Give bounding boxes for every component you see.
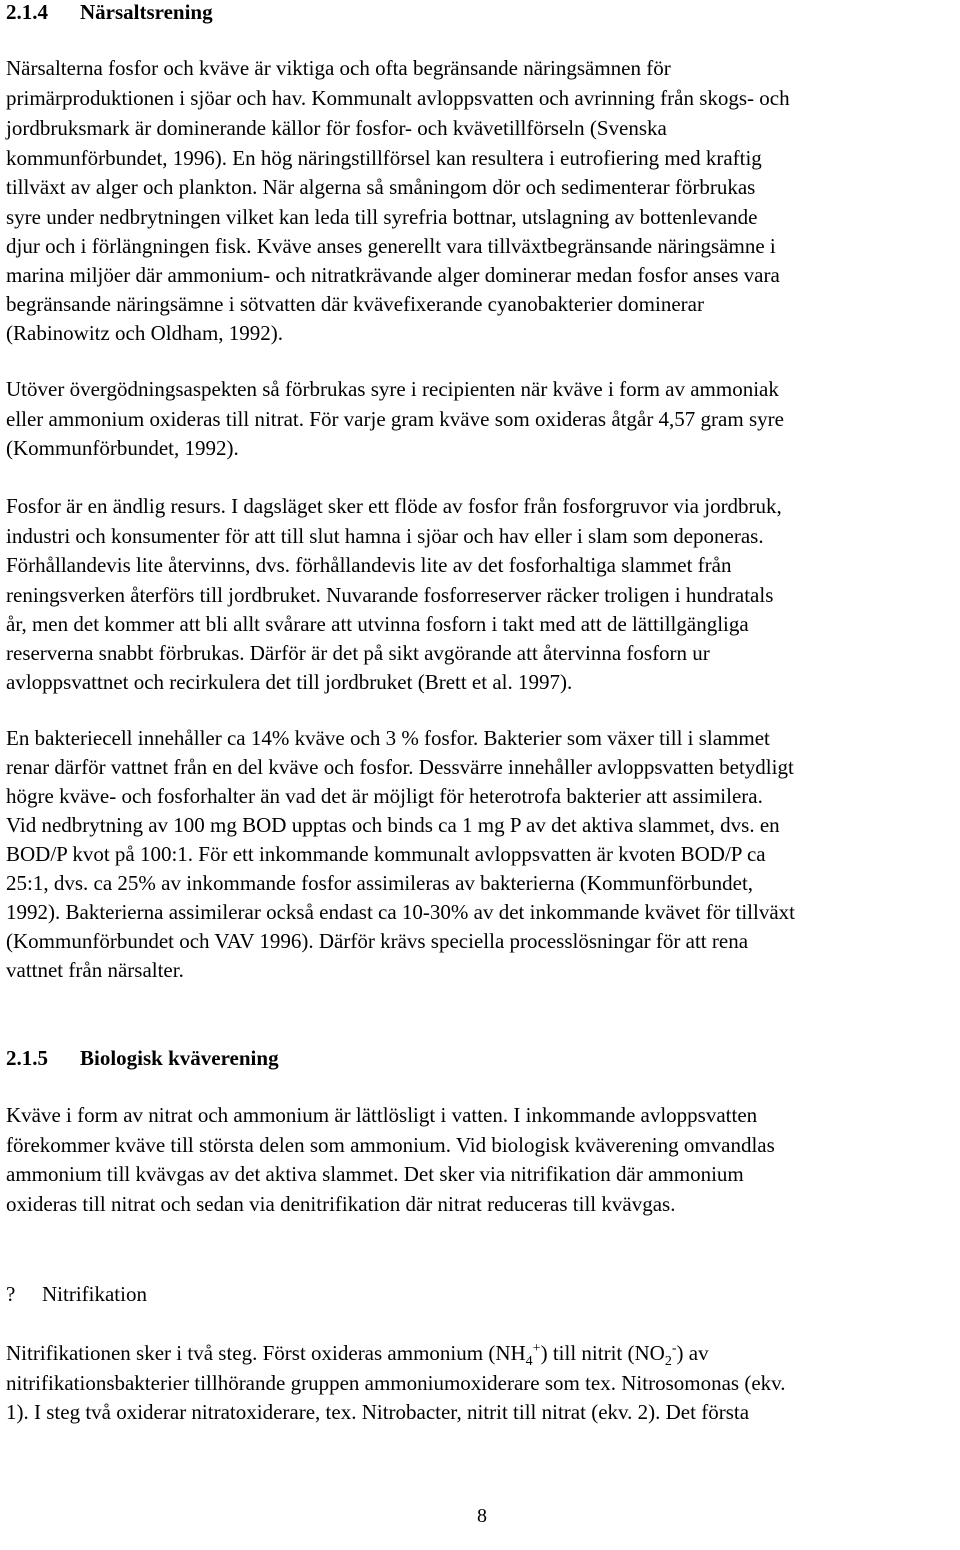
text-run: ) till nitrit (NO (540, 1341, 665, 1365)
paragraph-line: nitrifikationsbakterier tillhörande gruppen ammoniumoxiderare som tex. Nitrosomonas (ekv. (6, 1371, 786, 1395)
paragraph-line: marina miljöer där ammonium- och nitratkrävande alger dominerar medan fosfor anses vara (6, 263, 780, 287)
paragraph-line: 1992). Bakterierna assimilerar också endast ca 10-30% av det inkommande kvävet för tillväxt (6, 900, 795, 924)
subsection-heading-nitrifikation (6, 1282, 147, 1306)
paragraph-line: Förhållandevis lite återvinns, dvs. förhållandevis lite av det fosforhaltiga slammet från (6, 553, 732, 577)
paragraph-line: förekommer kväve till största delen som ammonium. Vid biologisk kväverening omvandlas (6, 1133, 775, 1157)
paragraph-line: Närsalterna fosfor och kväve är viktiga och ofta begränsande näringsämnen för (6, 56, 671, 80)
text-run: Nitrifikationen sker i två steg. Först oxideras ammonium (NH (6, 1341, 526, 1365)
document-page (6, 0, 958, 1550)
paragraph-line: (Kommunförbundet, 1992). (6, 436, 239, 460)
paragraph-line-chemistry (6, 1341, 709, 1370)
paragraph-line: industri och konsumenter för att till slut hamna i sjöar och hav eller i slam som deponeras. (6, 524, 764, 548)
paragraph-line: begränsande näringsämne i sötvatten där kvävefixerande cyanobakterier dominerar (6, 292, 704, 316)
paragraph-line: avloppsvattnet och recirkulera det till jordbruket (Brett et al. 1997). (6, 670, 573, 694)
section-title: Närsaltsrening (80, 0, 213, 24)
subscript: 2 (664, 1354, 672, 1370)
paragraph-line: Vid nedbrytning av 100 mg BOD upptas och binds ca 1 mg P av det aktiva slammet, dvs. en (6, 813, 780, 837)
superscript: - (671, 1341, 677, 1356)
section-number: 2.1.4 (6, 0, 48, 24)
paragraph-line: (Kommunförbundet och VAV 1996). Därför krävs speciella processlösningar för att rena (6, 929, 749, 953)
paragraph-line: oxideras till nitrat och sedan via denitrifikation där nitrat reduceras till kvävgas. (6, 1192, 676, 1216)
paragraph-line: syre under nedbrytningen vilket kan leda till syrefria bottnar, utslagning av bottenlevande (6, 205, 758, 229)
superscript: + (532, 1341, 541, 1356)
paragraph-line: Utöver övergödningsaspekten så förbrukas syre i recipienten när kväve i form av ammoniak (6, 377, 779, 401)
paragraph-line: primärproduktionen i sjöar och hav. Kommunalt avloppsvatten och avrinning från skogs- och (6, 86, 790, 110)
page-number: 8 (477, 1505, 487, 1527)
paragraph-line: år, men det kommer att bli allt svårare att utvinna fosforn i takt med att de lättillgängliga (6, 612, 749, 636)
subsection-marker: ? (6, 1282, 16, 1306)
section-heading-2-1-5 (6, 1046, 279, 1070)
paragraph-line: tillväxt av alger och plankton. När algerna så småningom dör och sedimenterar förbrukas (6, 175, 756, 199)
paragraph-line: eller ammonium oxideras till nitrat. För varje gram kväve som oxideras åtgår 4,57 gram syre (6, 407, 784, 431)
paragraph-line: högre kväve- och fosforhalter än vad det är möjligt för heterotrofa bakterier att assimilera. (6, 784, 763, 808)
paragraph-line: BOD/P kvot på 100:1. För ett inkommande kommunalt avloppsvatten är kvoten BOD/P ca (6, 842, 766, 866)
subscript: 4 (525, 1354, 533, 1370)
paragraph-line: reningsverken återförs till jordbruket. Nuvarande fosforreserver räcker troligen i hundratals (6, 583, 774, 607)
paragraph-line: 1). I steg två oxiderar nitratoxiderare, tex. Nitrobacter, nitrit till nitrat (ekv. 2). Det första (6, 1400, 750, 1424)
section-number: 2.1.5 (6, 1046, 48, 1070)
section-title: Biologisk kväverening (80, 1046, 279, 1070)
paragraph-line: ammonium till kvävgas av det aktiva slammet. Det sker via nitrifikation där ammonium (6, 1162, 744, 1186)
paragraph-line: Fosfor är en ändlig resurs. I dagsläget sker ett flöde av fosfor från fosforgruvor via jordbruk, (6, 494, 782, 518)
subsection-title: Nitrifikation (42, 1282, 147, 1306)
paragraph-line: kommunförbundet, 1996). En hög näringstillförsel kan resultera i eutrofiering med kraftig (6, 146, 762, 170)
paragraph-line: reserverna snabbt förbrukas. Därför är det på sikt avgörande att återvinna fosforn ur (6, 641, 710, 665)
paragraph-line: vattnet från närsalter. (6, 958, 184, 982)
section-heading-2-1-4 (6, 0, 213, 24)
paragraph-line: 25:1, dvs. ca 25% av inkommande fosfor assimileras av bakterierna (Kommunförbundet, (6, 871, 754, 895)
paragraph-line: Kväve i form av nitrat och ammonium är lättlösligt i vatten. I inkommande avloppsvatten (6, 1103, 758, 1127)
paragraph-line: (Rabinowitz och Oldham, 1992). (6, 321, 284, 345)
paragraph-line: En bakteriecell innehåller ca 14% kväve och 3 % fosfor. Bakterier som växer till i slammet (6, 726, 770, 750)
paragraph-line: renar därför vattnet från en del kväve och fosfor. Dessvärre innehåller avloppsvatten betydligt (6, 755, 794, 779)
paragraph-line: djur och i förlängningen fisk. Kväve anses generellt vara tillväxtbegränsande näringsämne i (6, 234, 776, 258)
text-run: ) av (676, 1341, 709, 1365)
paragraph-line: jordbruksmark är dominerande källor för fosfor- och kvävetillförseln (Svenska (6, 116, 667, 140)
